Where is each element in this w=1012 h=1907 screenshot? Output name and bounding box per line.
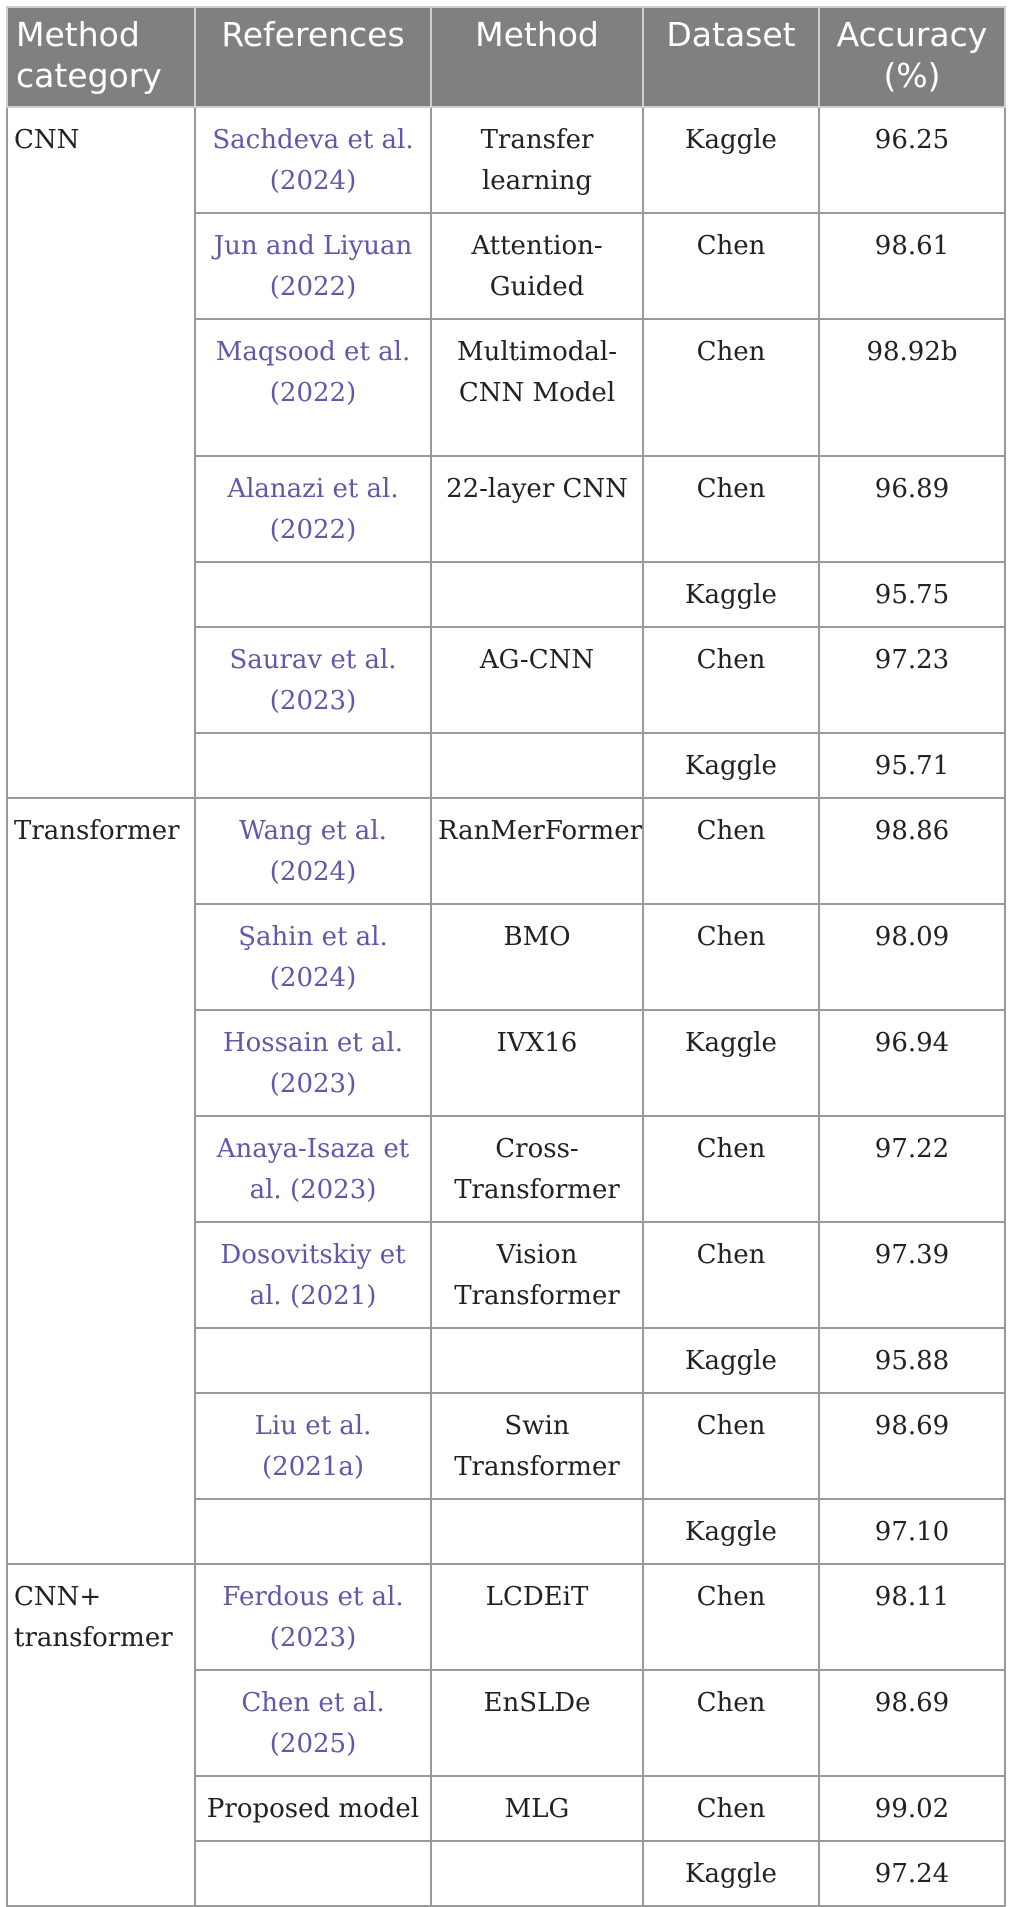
method-cell: IVX16 — [431, 1010, 643, 1116]
dataset-cell: Chen — [643, 798, 819, 904]
reference-cell[interactable]: Wang et al. (2024) — [195, 798, 431, 904]
accuracy-cell: 98.09 — [819, 904, 1005, 1010]
dataset-cell: Kaggle — [643, 107, 819, 213]
method-cell: Multimodal-CNN Model — [431, 319, 643, 456]
dataset-cell: Kaggle — [643, 1841, 819, 1906]
accuracy-cell: 95.75 — [819, 562, 1005, 627]
accuracy-cell: 98.61 — [819, 213, 1005, 319]
table-row — [7, 798, 1005, 904]
method-cell: BMO — [431, 904, 643, 1010]
method-cell: EnSLDe — [431, 1670, 643, 1776]
dataset-cell: Kaggle — [643, 1328, 819, 1393]
table-body — [7, 107, 1005, 1906]
dataset-cell: Chen — [643, 1564, 819, 1670]
dataset-cell: Chen — [643, 1776, 819, 1841]
header-dataset: Dataset — [643, 7, 819, 107]
method-cell — [431, 1499, 643, 1564]
reference-cell[interactable]: Ferdous et al. (2023) — [195, 1564, 431, 1670]
reference-cell[interactable]: Hossain et al. (2023) — [195, 1010, 431, 1116]
reference-cell — [195, 1841, 431, 1906]
method-cell: Cross-Transformer — [431, 1116, 643, 1222]
header-references: References — [195, 7, 431, 107]
method-cell: MLG — [431, 1776, 643, 1841]
dataset-cell: Chen — [643, 456, 819, 562]
accuracy-cell: 98.92b — [819, 319, 1005, 456]
dataset-cell: Chen — [643, 213, 819, 319]
accuracy-cell: 98.69 — [819, 1670, 1005, 1776]
accuracy-cell: 95.88 — [819, 1328, 1005, 1393]
accuracy-cell: 97.23 — [819, 627, 1005, 733]
header-method-category: Method category — [7, 7, 195, 107]
accuracy-cell: 98.69 — [819, 1393, 1005, 1499]
reference-cell[interactable]: Dosovitskiy et al. (2021) — [195, 1222, 431, 1328]
reference-cell: Proposed model — [195, 1776, 431, 1841]
accuracy-cell: 95.71 — [819, 733, 1005, 798]
method-cell: RanMerFormer — [431, 798, 643, 904]
header-method: Method — [431, 7, 643, 107]
table-row — [7, 107, 1005, 213]
accuracy-cell: 97.39 — [819, 1222, 1005, 1328]
method-cell: AG-CNN — [431, 627, 643, 733]
accuracy-cell: 97.10 — [819, 1499, 1005, 1564]
table-row — [7, 1564, 1005, 1670]
method-cell: LCDEiT — [431, 1564, 643, 1670]
method-category-cell: Transformer — [7, 798, 195, 1564]
dataset-cell: Chen — [643, 1393, 819, 1499]
reference-cell — [195, 733, 431, 798]
dataset-cell: Chen — [643, 319, 819, 456]
accuracy-cell: 96.94 — [819, 1010, 1005, 1116]
accuracy-cell: 99.02 — [819, 1776, 1005, 1841]
method-cell: Swin Transformer — [431, 1393, 643, 1499]
accuracy-cell: 96.25 — [819, 107, 1005, 213]
comparison-table — [6, 6, 1006, 1907]
dataset-cell: Chen — [643, 1222, 819, 1328]
reference-cell — [195, 562, 431, 627]
accuracy-cell: 97.22 — [819, 1116, 1005, 1222]
reference-cell[interactable]: Chen et al. (2025) — [195, 1670, 431, 1776]
dataset-cell: Chen — [643, 1116, 819, 1222]
method-cell: Vision Transformer — [431, 1222, 643, 1328]
method-cell: 22-layer CNN — [431, 456, 643, 562]
reference-cell[interactable]: Alanazi et al. (2022) — [195, 456, 431, 562]
accuracy-cell: 98.86 — [819, 798, 1005, 904]
method-cell — [431, 562, 643, 627]
method-cell — [431, 733, 643, 798]
reference-cell[interactable]: Maqsood et al. (2022) — [195, 319, 431, 456]
accuracy-cell: 97.24 — [819, 1841, 1005, 1906]
reference-cell[interactable]: Şahin et al. (2024) — [195, 904, 431, 1010]
reference-cell[interactable]: Saurav et al. (2023) — [195, 627, 431, 733]
dataset-cell: Kaggle — [643, 1499, 819, 1564]
dataset-cell: Kaggle — [643, 562, 819, 627]
dataset-cell: Chen — [643, 627, 819, 733]
method-cell — [431, 1328, 643, 1393]
method-cell: Attention-Guided — [431, 213, 643, 319]
dataset-cell: Chen — [643, 1670, 819, 1776]
method-cell: Transfer learning — [431, 107, 643, 213]
method-cell — [431, 1841, 643, 1906]
dataset-cell: Chen — [643, 904, 819, 1010]
accuracy-cell: 98.11 — [819, 1564, 1005, 1670]
reference-cell[interactable]: Sachdeva et al. (2024) — [195, 107, 431, 213]
header-row — [7, 7, 1005, 107]
reference-cell[interactable]: Anaya-Isaza et al. (2023) — [195, 1116, 431, 1222]
reference-cell — [195, 1328, 431, 1393]
dataset-cell: Kaggle — [643, 733, 819, 798]
reference-cell[interactable]: Jun and Liyuan (2022) — [195, 213, 431, 319]
accuracy-cell: 96.89 — [819, 456, 1005, 562]
header-accuracy: Accuracy (%) — [819, 7, 1005, 107]
method-category-cell: CNN — [7, 107, 195, 798]
reference-cell[interactable]: Liu et al. (2021a) — [195, 1393, 431, 1499]
reference-cell — [195, 1499, 431, 1564]
dataset-cell: Kaggle — [643, 1010, 819, 1116]
method-category-cell: CNN+ transformer — [7, 1564, 195, 1906]
